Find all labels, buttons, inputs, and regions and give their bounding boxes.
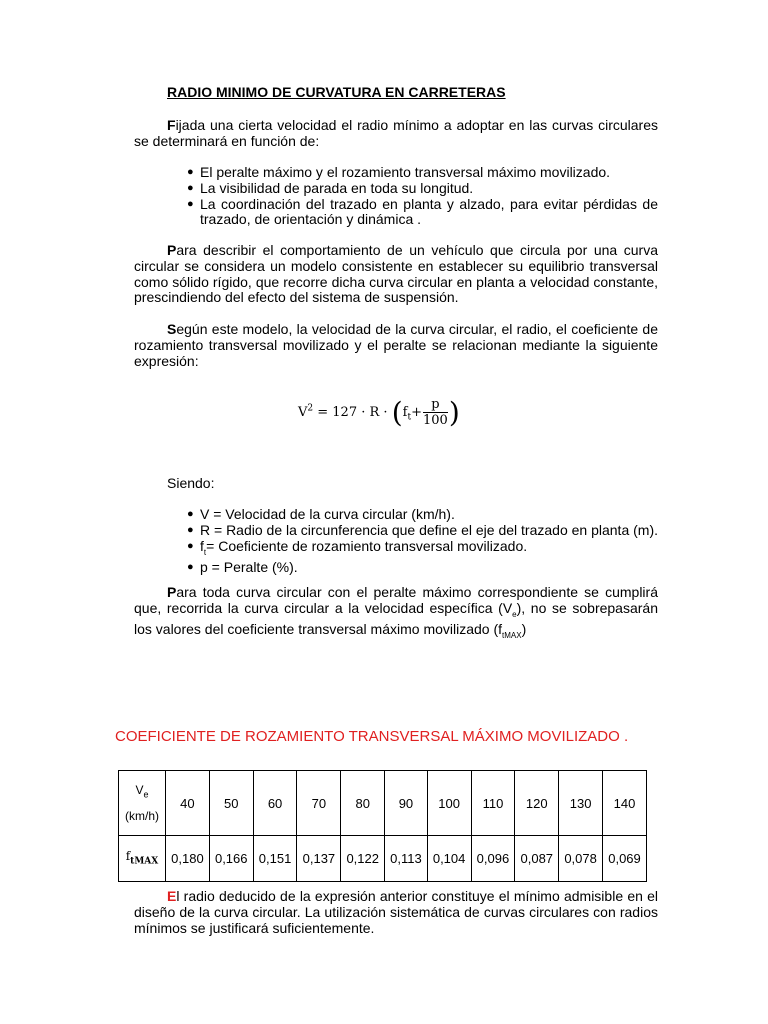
paragraph-text: ara describir el comportamiento de un vehículo que circula por una curva circular se considera un modelo consistente en establecer su equilibrio transversal como sólido rígido, que recorre dicha curva circular en planta a velocidad constante, prescindiendo del efecto del sistema de suspensión. (134, 242, 658, 306)
variables-list (188, 507, 658, 576)
bullet-icon: ● (187, 508, 194, 520)
list-item: ● $f_t=$ Coeficiente de rozamiento transversal movilizado. (187, 537, 528, 557)
table-title: COEFICIENTE DE ROZAMIENTO TRANSVERSAL MÁXIMO MOVILIZADO . (115, 728, 629, 745)
speed-cell: 50 (209, 771, 253, 836)
criteria-list (188, 165, 658, 228)
relation-paragraph (134, 322, 658, 369)
speed-cell: 60 (253, 771, 297, 836)
coefficient-cell: 0,137 (297, 836, 341, 882)
coefficient-cell: 0,166 (209, 836, 253, 882)
speed-header-cell: $V_e$ (km/h) (119, 771, 166, 836)
coefficient-cell: 0,151 (253, 836, 297, 882)
conclusion-paragraph (134, 889, 658, 936)
intro-paragraph (134, 118, 658, 150)
coefficient-cell: 0,069 (603, 836, 647, 882)
coefficient-header-cell: $f_{tMAX}$ (119, 836, 166, 882)
speed-cell: 140 (603, 771, 647, 836)
bullet-icon: ● (187, 197, 194, 210)
speed-cell: 100 (427, 771, 471, 836)
paragraph-text: egún este modelo, la velocidad de la curva circular, el radio, el coeficiente de rozamiento transversal movilizado y el peralte se relacionan mediante la siguiente expresión: (134, 321, 658, 369)
bullet-icon: ● (187, 181, 194, 194)
speed-cell: 90 (385, 771, 428, 836)
coefficient-cell: 0,122 (341, 836, 385, 882)
coefficient-cell: 0,113 (385, 836, 428, 882)
list-item: ● p = Peralte (%). (187, 559, 298, 576)
drop-letter: S (167, 321, 177, 337)
speed-cell: 80 (341, 771, 385, 836)
drop-letter: E (167, 888, 177, 904)
coefficient-cell: 0,087 (515, 836, 559, 882)
list-item: ● R = Radio de la circunferencia que define el eje del trazado en planta (m). (187, 521, 658, 538)
list-item: ● La visibilidad de parada en toda su longitud. (187, 179, 474, 196)
paragraph-text: ijada una cierta velocidad el radio mínimo a adoptar en las curvas circulares se determinará en función de: (134, 117, 658, 149)
table-row (119, 836, 647, 882)
bullet-icon: ● (187, 561, 194, 574)
max-coefficient-paragraph: Para toda curva circular con el peralte máximo correspondiente se cumplirá que, recorrida la curva circular a la velocidad específica $(V_e)$, no se sobrepasarán los valores del coeficiente transversal máximo movilizado $(f_{tMAX})$ (134, 584, 658, 641)
drop-letter: P (167, 242, 177, 258)
speed-radius-formula: $V^2 = 127 \cdot R \cdot (f_t+$ $\frac{p}{100}$ ) (298, 396, 460, 429)
page-title: RADIO MINIMO DE CURVATURA EN CARRETERAS (167, 84, 506, 100)
siendo-label: Siendo: (167, 475, 215, 491)
bullet-icon: ● (187, 166, 194, 178)
list-item: ● El peralte máximo y el rozamiento transversal máximo movilizado. (187, 164, 611, 180)
speed-cell: 120 (515, 771, 559, 836)
fraction: $\frac{p}{100}$ (422, 397, 448, 428)
speed-cell: 110 (471, 771, 515, 836)
list-item: ● La coordinación del trazado en planta y alzado, para evitar pérdidas de trazado, de orientación y dinámica . (187, 195, 658, 228)
drop-letter: P (167, 584, 177, 600)
coefficient-cell: 0,104 (427, 836, 471, 882)
bullet-icon: ● (187, 539, 194, 552)
coefficient-cell: 0,096 (471, 836, 515, 882)
paragraph-text: l radio deducido de la expresión anterior constituye el mínimo admisible en el diseño de la curva circular. La utilización sistemática de curvas circulares con radios mínimos se justificará suficientemente. (134, 888, 658, 936)
list-item: ● V = Velocidad de la curva circular (km/h). (187, 506, 455, 522)
table-row (119, 771, 647, 836)
bullet-icon: ● (187, 523, 194, 536)
drop-letter: F (167, 117, 176, 133)
speed-cell: 130 (559, 771, 603, 836)
coefficient-cell: 0,180 (166, 836, 210, 882)
model-paragraph (134, 243, 658, 306)
speed-cell: 70 (297, 771, 341, 836)
speed-cell: 40 (166, 771, 210, 836)
coefficient-cell: 0,078 (559, 836, 603, 882)
coefficient-table (118, 770, 647, 882)
